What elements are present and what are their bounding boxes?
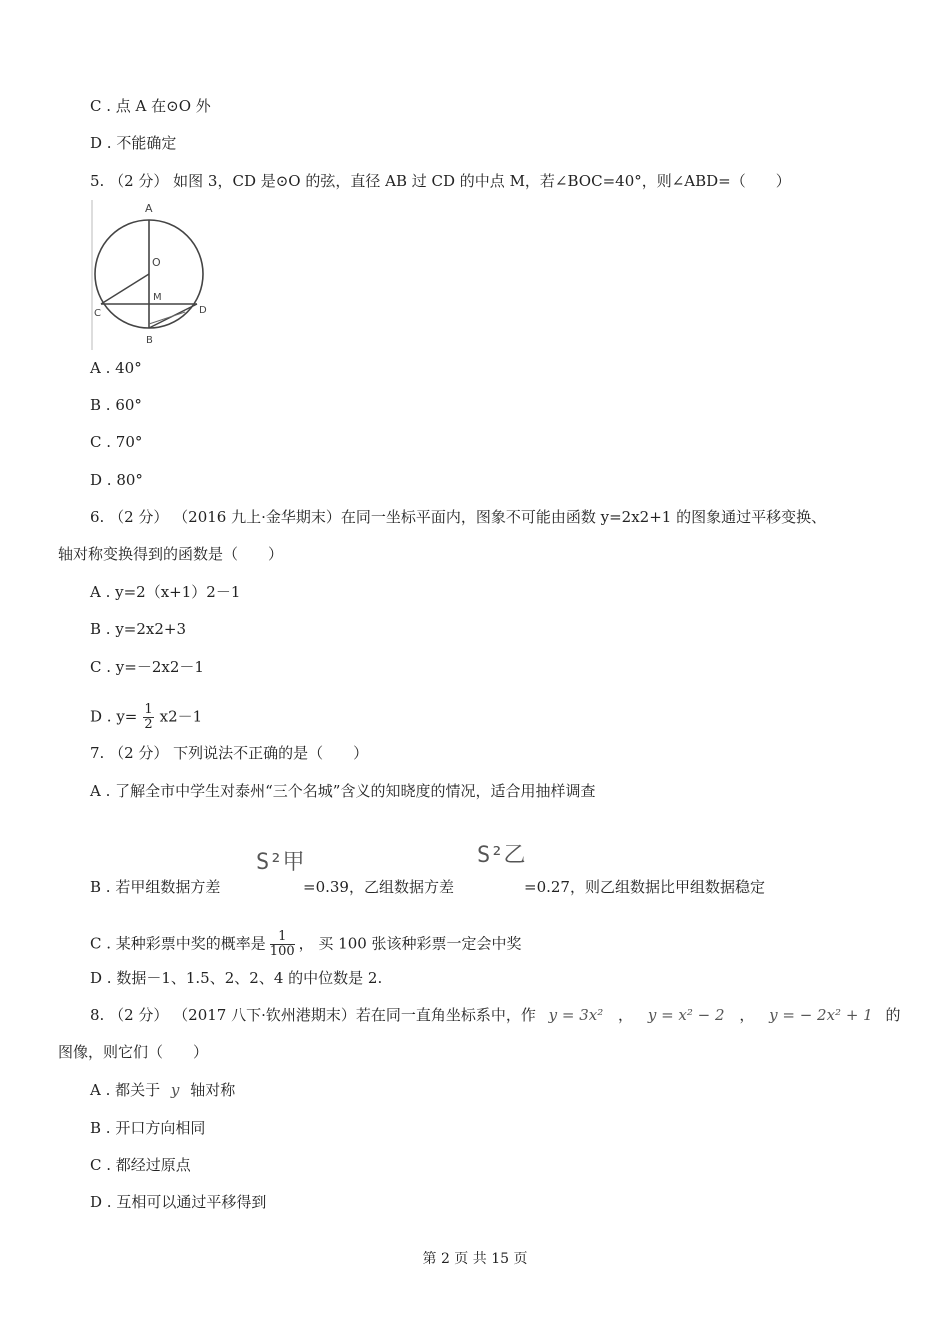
question-7: 7. （2 分） 下列说法不正确的是（ ） bbox=[90, 744, 369, 762]
option-b-q7-middle: =0.39，乙组数据方差 bbox=[303, 878, 454, 896]
option-a-q8-suffix: 轴对称 bbox=[190, 1081, 236, 1099]
label-d: D bbox=[199, 305, 207, 316]
option-b-q5: B . 60° bbox=[90, 396, 142, 414]
question-8-prefix: 8. （2 分） （2017 八下·钦州港期末）若在同一直角坐标系中，作 bbox=[90, 1006, 536, 1024]
fraction-denominator: 100 bbox=[269, 944, 295, 959]
label-o: O bbox=[152, 256, 161, 269]
option-d-q4: D . 不能确定 bbox=[90, 134, 177, 152]
option-c-q7 bbox=[90, 930, 522, 959]
option-b-q6: B . y=2x2+3 bbox=[90, 620, 187, 638]
option-c-q7-suffix: ， 买 100 张该种彩票一定会中奖 bbox=[298, 934, 522, 953]
variance-symbol-yi: S²乙 bbox=[477, 843, 526, 868]
option-d-q6-suffix: x2－1 bbox=[159, 707, 203, 726]
variable-y: y bbox=[170, 1081, 180, 1099]
label-m: M bbox=[153, 292, 162, 303]
option-b-q7-suffix: =0.27，则乙组数据比甲组数据稳定 bbox=[524, 878, 765, 896]
fraction-numerator: 1 bbox=[270, 930, 295, 945]
variance-symbol-jia: S²甲 bbox=[256, 850, 305, 875]
option-c-q6: C . y=－2x2－1 bbox=[90, 658, 204, 676]
option-b-q8: B . 开口方向相同 bbox=[90, 1119, 206, 1137]
formula-1: y = 3x² bbox=[548, 1006, 604, 1024]
option-d-q5: D . 80° bbox=[90, 471, 143, 489]
option-b-q7-prefix: B . 若甲组数据方差 bbox=[90, 878, 221, 896]
page-footer: 第 2 页 共 15 页 bbox=[422, 1251, 528, 1267]
option-a-q5: A . 40° bbox=[90, 359, 142, 377]
option-c-q5: C . 70° bbox=[90, 433, 143, 451]
formula-2: y = x² − 2 bbox=[647, 1006, 725, 1024]
label-c: C bbox=[94, 308, 101, 319]
circle-figure bbox=[90, 200, 215, 350]
option-a-q8-prefix: A . 都关于 bbox=[90, 1081, 161, 1099]
question-8-continued: 图像，则它们（ ） bbox=[58, 1043, 209, 1061]
fraction-half bbox=[143, 703, 153, 732]
fraction-numerator: 1 bbox=[144, 702, 153, 717]
option-a-q8 bbox=[90, 1080, 235, 1100]
question-8-suffix: 的 bbox=[885, 1006, 901, 1024]
option-a-q6: A . y=2（x+1）2－1 bbox=[90, 583, 241, 601]
formula-3: y = − 2x² + 1 bbox=[769, 1006, 873, 1024]
option-a-q7: A . 了解全市中学生对泰州“三个名城”含义的知晓度的情况，适合用抽样调查 bbox=[90, 782, 596, 800]
question-5: 5. （2 分） 如图 3，CD 是⊙O 的弦，直径 AB 过 CD 的中点 M，若∠BOC=40°，则∠ABD=（ ） bbox=[90, 172, 791, 190]
option-d-q8: D . 互相可以通过平移得到 bbox=[90, 1193, 267, 1211]
fraction-one-hundredth bbox=[270, 930, 295, 959]
option-c-q4: C . 点 A 在⊙O 外 bbox=[90, 97, 211, 115]
question-8: 8. （2 分） （2017 八下·钦州港期末）若在同一直角坐标系中，作 y = 3x² ， y = x² − 2 ， y = − 2x² + 1 的 bbox=[90, 1006, 901, 1024]
label-a: A bbox=[145, 202, 153, 215]
fraction-denominator: 2 bbox=[144, 717, 153, 732]
question-6-continued: 轴对称变换得到的函数是（ ） bbox=[58, 545, 284, 563]
option-d-q7: D . 数据－1、1.5、2、2、4 的中位数是 2. bbox=[90, 969, 383, 987]
option-d-q6 bbox=[90, 703, 202, 732]
option-c-q7-prefix: C . 某种彩票中奖的概率是 bbox=[90, 934, 266, 953]
option-c-q8: C . 都经过原点 bbox=[90, 1156, 191, 1174]
option-d-q6-prefix: D . y= bbox=[90, 707, 138, 726]
label-b: B bbox=[146, 335, 153, 346]
question-6: 6. （2 分） （2016 九上·金华期末）在同一坐标平面内，图象不可能由函数 y=2x2+1 的图象通过平移变换、 bbox=[90, 508, 827, 526]
